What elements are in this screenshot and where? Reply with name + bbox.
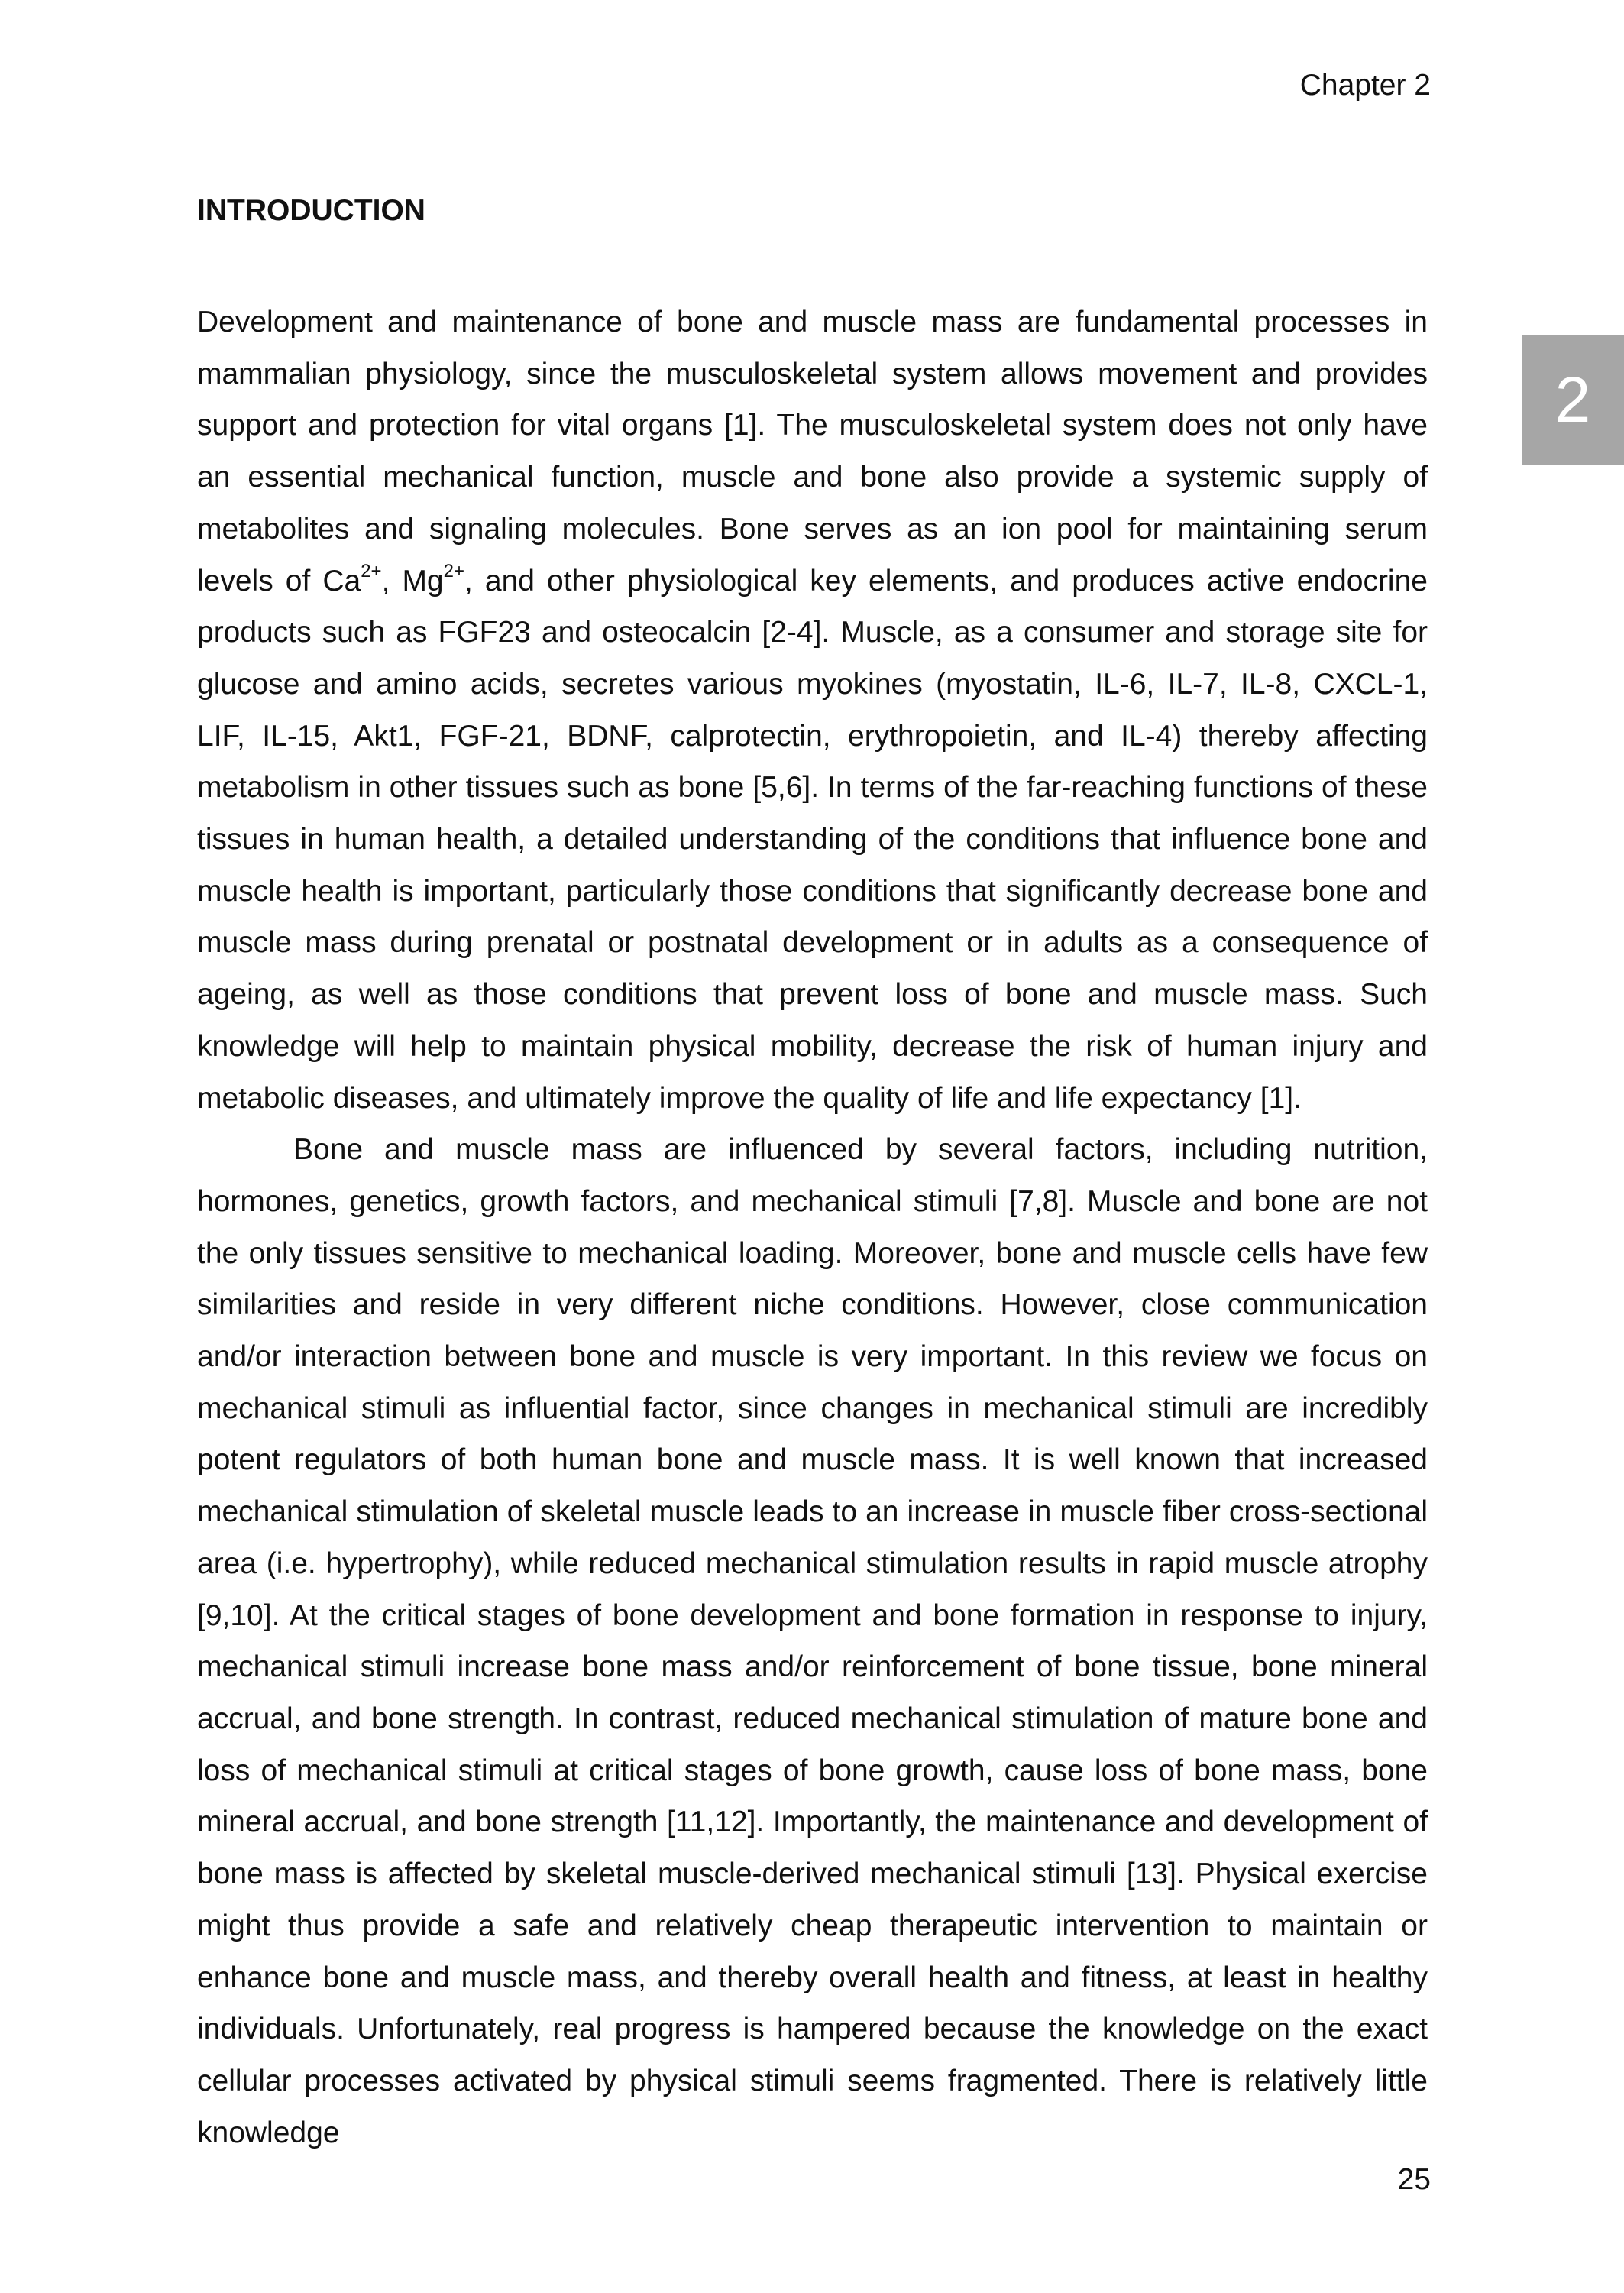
- chapter-thumb-tab: 2: [1522, 335, 1624, 465]
- running-header: Chapter 2: [1299, 69, 1431, 102]
- paragraph-1: [197, 296, 1428, 1124]
- paragraph-1-part-1: Development and maintenance of bone and muscle mass are fundamental processes in mammalian physiology, since the musculoskeletal system allows movement and provides support and protection for vital organs [1]. The musculoskeletal system does not only have an essential mechanical function, muscle and bone also provide a systemic supply of metabolites and signaling molecules. Bone serves as an ion pool for maintaining serum levels of Ca: [197, 306, 1428, 598]
- magnesium-charge-superscript: 2+: [443, 560, 464, 581]
- page-number: 25: [1397, 2163, 1431, 2196]
- paragraph-2: Bone and muscle mass are influenced by several factors, including nutrition, hormones, genetics, growth factors, and mechanical stimuli [7,8]. Muscle and bone are not the only tissues sensitive to mechanical loading. Moreover, bone and muscle cells have few similarities and reside in very different niche conditions. However, close communication and/or interaction between bone and muscle is very important. In this review we focus on mechanical stimuli as influential factor, since changes in mechanical stimuli are incredibly potent regulators of both human bone and muscle mass. It is well known that increased mechanical stimulation of skeletal muscle leads to an increase in muscle fiber cross-sectional area (i.e. hypertrophy), while reduced mechanical stimulation results in rapid muscle atrophy [9,10]. At the critical stages of bone development and bone formation in response to injury, mechanical stimuli increase bone mass and/or reinforcement of bone tissue, bone mineral accrual, and bone strength. In contrast, reduced mechanical stimulation of mature bone and loss of mechanical stimuli at critical stages of bone growth, cause loss of bone mass, bone mineral accrual, and bone strength [11,12]. Importantly, the maintenance and development of bone mass is affected by skeletal muscle-derived mechanical stimuli [13]. Physical exercise might thus provide a safe and relatively cheap therapeutic intervention to maintain or enhance bone and muscle mass, and thereby overall health and fitness, at least in healthy individuals. Unfortunately, real progress is hampered because the knowledge on the exact cellular processes activated by physical stimuli seems fragmented. There is relatively little knowledge: [197, 1133, 1428, 2149]
- paragraph-1-part-2: , Mg: [381, 564, 444, 598]
- section-heading: INTRODUCTION: [197, 194, 425, 227]
- body-text: [197, 296, 1428, 2159]
- calcium-charge-superscript: 2+: [361, 560, 382, 581]
- paragraph-1-part-3: , and other physiological key elements, and produces active endocrine products such as FGF23 and osteocalcin [2-4]. Muscle, as a consumer and storage site for glucose and amino acids, secretes various myokines (myostatin, IL-6, IL-7, IL-8, CXCL-1, LIF, IL-15, Akt1, FGF-21, BDNF, calprotectin, erythropoietin, and IL-4) thereby affecting metabolism in other tissues such as bone [5,6]. In terms of the far-reaching functions of these tissues in human health, a detailed understanding of the conditions that influence bone and muscle health is important, particularly those conditions that significantly decrease bone and muscle mass during prenatal or postnatal development or in adults as a consequence of ageing, as well as those conditions that prevent loss of bone and muscle mass. Such knowledge will help to maintain physical mobility, decrease the risk of human injury and metabolic diseases, and ultimately improve the quality of life and life expectancy [1].: [197, 564, 1428, 1115]
